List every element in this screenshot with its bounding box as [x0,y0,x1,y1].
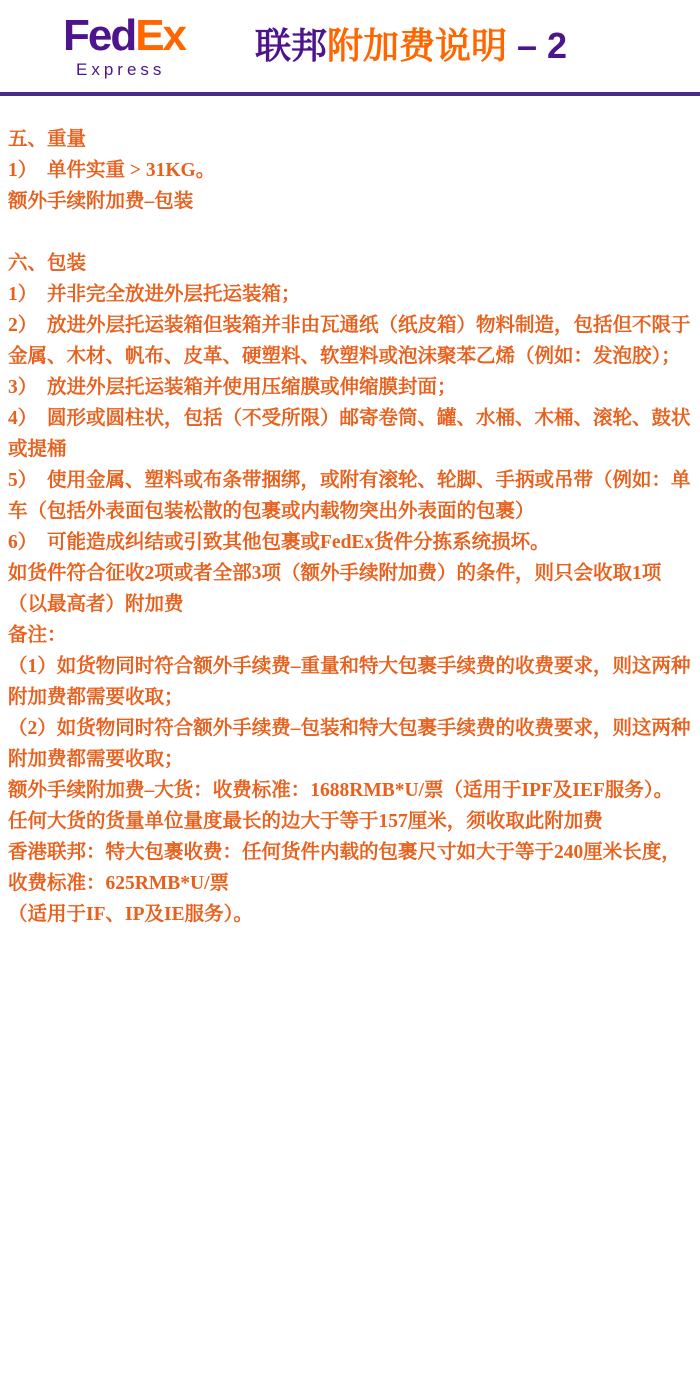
page-title-suffix: – 2 [507,25,568,66]
page-title-part-1: 联邦 [255,25,328,66]
page-title [255,18,567,69]
fedex-logo-subtitle: Express [76,60,166,79]
body-line: 4） 圆形或圆柱状，包括（不受所限）邮寄卷筒、罐、水桶、木桶、滚轮、鼓状或提桶 [8,408,691,460]
body-line: 香港联邦：特大包裹收费：任何货件内载的包裹尺寸如大于等于240厘米长度，收费标准：625RMB*U/票 [8,842,681,894]
page-header [0,0,700,96]
spacer [8,217,692,248]
page-title-part-2: 附加费说明 [327,25,508,66]
body-line: 1） 并非完全放进外层托运装箱； [8,284,301,305]
fedex-logo [34,11,214,80]
fedex-logo-ex-text: Ex [135,11,186,60]
fedex-logo-wordmark [34,11,214,60]
body-line: （1）如货物同时符合额外手续费–重量和特大包裹手续费的收费要求，则这两种附加费都需要收取； [8,656,691,708]
body-line: 2） 放进外层托运装箱但装箱并非由瓦通纸（纸皮箱）物料制造，包括但不限于金属、木材、帆布、皮革、硬塑料、软塑料或泡沫聚苯乙烯（例如：发泡胶）； [8,315,691,367]
body-line: 额外手续附加费–大货：收费标准：1688RMB*U/票（适用于IPF及IEF服务）。任何大货的货量单位量度最长的边大于等于157厘米，须收取此附加费 [8,780,674,832]
body-line: 1） 单件实重 > 31KG。 [8,160,216,181]
body-line: 额外手续附加费–包装 [8,191,194,212]
body-line: 五、重量 [8,129,87,150]
body-line: 备注： [8,625,67,646]
body-line: 如货件符合征收2项或者全部3项（额外手续附加费）的条件，则只会收取1项（以最高者）附加费 [8,563,662,615]
body-line: 6） 可能造成纠结或引致其他包裹或FedEx货件分拣系统损坏。 [8,532,550,553]
fedex-logo-fed-text: Fed [62,11,136,60]
body-line: （2）如货物同时符合额外手续费–包装和特大包裹手续费的收费要求，则这两种附加费都需要收取； [8,718,691,770]
document-body [0,96,700,930]
body-line: （适用于IF、IP及IE服务）。 [8,904,253,925]
body-line: 六、包装 [8,253,87,274]
body-line: 3） 放进外层托运装箱并使用压缩膜或伸缩膜封面； [8,377,457,398]
body-line: 5） 使用金属、塑料或布条带捆绑，或附有滚轮、轮脚、手抦或吊带（例如：单车（包括外表面包装松散的包裹或内载物突出外表面的包裹） [8,470,691,522]
